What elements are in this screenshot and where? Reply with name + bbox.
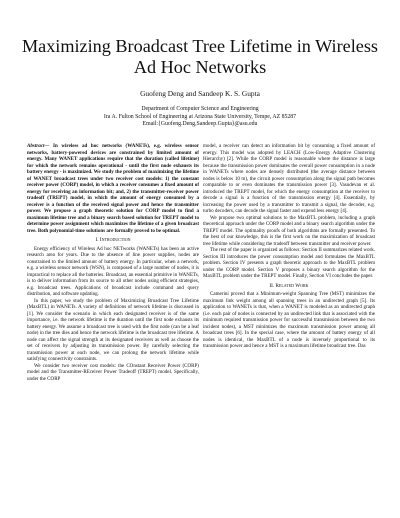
intro-paragraph: We propose two optimal solutions to the MaxBTL problem, including a graph theoretical approach under the CORP model and a binary search algorithm under the TREPT model. The optimality proofs of both algorithms are formally presented. To the best of our knowledge, this is the first work on the maximization of broadcast tree lifetime while considering the tradeoff between transmitter and receiver power.	[203, 214, 375, 247]
affiliation-block	[0, 106, 400, 129]
intro-paragraph: The rest of the paper is organized as follows: Section II summarizes related work. Section III introduces the power consumption model and formulates the MaxBTL problem. Section IV presents a graph theoretic approach to the MaxBTL problem under the CORP model. Section V proposes a binary search algorithm for the MaxBTL problem under the TREPT model. Finally, Section VI concludes the paper.	[203, 247, 375, 279]
paper-title: Maximizing Broadcast Tree Lifetime in Wireless Ad Hoc Networks	[21, 36, 379, 77]
intro-paragraph: Energy efficiency of Wireless Ad hoc NETworks (WANETs) has been an active research area for years. Due to the absence of line power supplies, nodes are constrained to the limited amount of battery energy. In particular, when a network, e.g. a wireless sensor network (WSN), is composed of a large number of nodes, it is impractical to replace all the batteries. Broadcast, an essential primitive in WANETs, is to deliver information from its source to all other nodes using efficient strategies, e.g. broadcast trees. Applications of broadcast include command and query distribution, and software updating.	[27, 245, 199, 297]
intro-paragraph: In this paper, we study the problem of Maximizing Broadcast Tree Lifetime (MaxBTL) in WANETs. A variety of definitions of network lifetime is discussed in [1]. We consider the scenario in which each designated receiver is of the same importance, i.e. the network lifetime is the duration until the first node exhausts its battery energy. We assume a broadcast tree is used with the first node (can be a leaf node) in the tree dies and hence the network lifetime is the broadcast tree lifetime. A node can affect the signal strength at its designated receivers as well as choose the set of receivers by adjusting its transmission power. By carefully selecting the transmission power at each node, we can prolong the network lifetime while satisfying connectivity constraints.	[27, 297, 199, 362]
intro-paragraph: model, a receiver can detect an information bit by consuming a fixed amount of energy. This model was adopted by LEACH (Low-Energy Adaptive Clustering Hierarchy) [2]. While the CORP model is reasonable where the distance is large because the transmission power dominates the overall power consumption in a node in WANETs where nodes are densely distributed (the average distance between nodes is below 10 m), the circuit power consumption along the signal path becomes comparable to or even dominates the transmission power [3]. Vasudevan et al. introduced the TREPT model, for which the energy consumption at the receiver to decode a signal is a function of the transmission energy [4]. Essentially, by increasing the power used by a transmitter to transmit a signal, the decoder, e.g. turbo decoders, can decode the signal faster and expend less energy [4].	[203, 143, 375, 214]
left-column	[27, 143, 199, 382]
right-column	[203, 143, 375, 350]
abstract-text: — In wireless ad hoc networks (WANETs), e.g. wireless sensor networks, battery-powered devices are constrained by limited amount of energy. Many WANET applications require that the duration (called lifetime) for which the network remains operational - until the first node exhausts its battery energy - is maximized. We study the problem of maximizing the lifetime of WANET broadcast trees under two receiver cost models: 1) the constant receiver power (CORP) model, in which a receiver consumes a fixed amount of energy for receiving an information bit; and, 2) the transmitter-receiver power tradeoff (TREPT) model, in which the amount of energy consumed by a receiver is a function of the received signal power and hence the transmitter power. We propose a graph theoretic solution for CORP model to find a maximum lifetime tree and a binary search based solution for TREPT model to determine power assignment which maximizes the lifetime of a given broadcast tree. Both polynomial-time solutions are formally proved to be optimal.	[27, 143, 199, 234]
affiliation-email: Email:{Guofeng.Deng,Sandeep.Gupta}@asu.edu	[142, 121, 258, 128]
affiliation-department: Department of Computer Science and Engineering	[141, 106, 259, 112]
author-list: Guofeng Deng and Sandeep K. S. Gupta	[140, 89, 260, 98]
abstract	[27, 143, 199, 234]
intro-paragraph: We consider two receiver cost models: the COnstant Receiver Power (CORP) model and the Transmitter-REceiver Power Tradeoff (TREPT) model. Specifically, under the CORP	[27, 362, 199, 382]
section-heading-related-work: II. Related Work	[269, 282, 309, 289]
affiliation-school: Ira A. Fulton School of Engineering at Arizona State University, Tempe, AZ 85287	[103, 113, 297, 120]
abstract-lead: Abstract	[27, 143, 45, 149]
related-paragraph: Camerini proved that a Minimum-weight Spanning Tree (MST) minimizes the maximum link weight among all spanning trees in an undirected graph [5]. Its application to WANETs is that, when a WANET is modeled as an undirected graph (i.e. each pair of nodes is connected by an undirected link that is associated with the minimum required transmission power for successful transmission between the two incident nodes), a MST minimizes the maximum transmission power among all broadcast trees [6]. In the special case, where the amount of battery energy of all nodes is identical, the MaxBTL of a node is inversely proportional to its transmission power and hence a MST is a maximum lifetime broadcast tree. Das	[203, 291, 375, 349]
section-heading-introduction: I. Introduction	[95, 237, 131, 243]
